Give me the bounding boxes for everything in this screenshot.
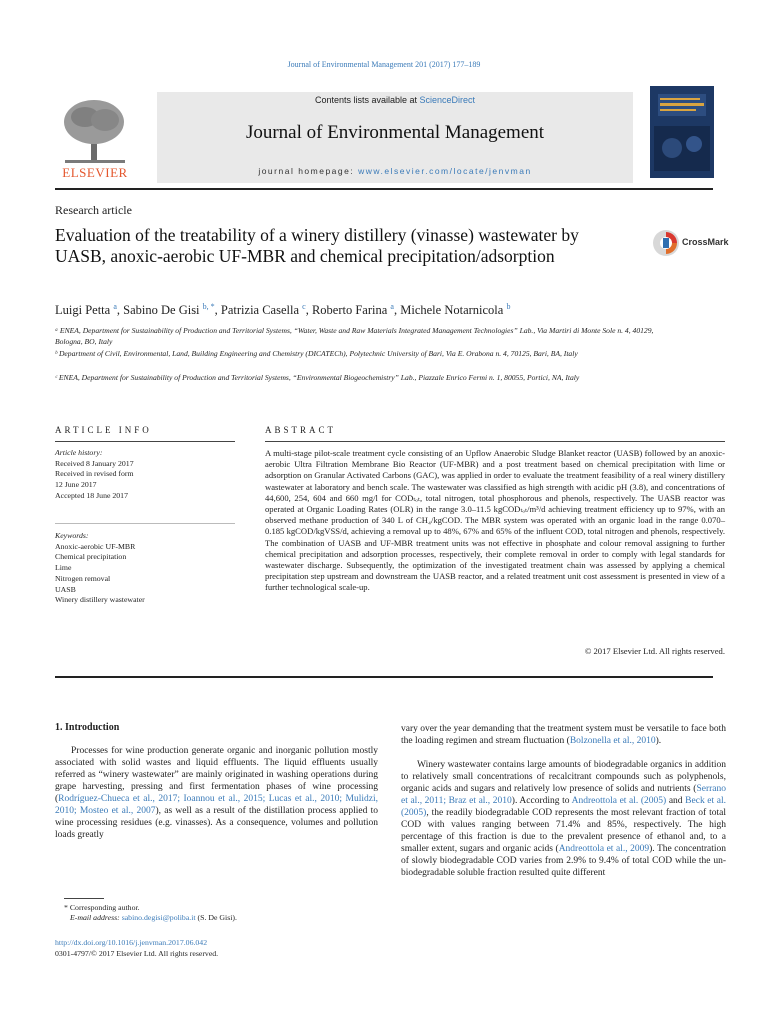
crossmark-label: CrossMark (682, 237, 729, 247)
citation-link[interactable]: Rodríguez-Chueca et al., 2017; Ioannou et al., 2015; Lucas et al., 2010; Mulidzi, 2010; Mosteo et al., 2007 (55, 794, 378, 816)
homepage-link[interactable]: www.elsevier.com/locate/jenvman (358, 166, 532, 176)
article-type: Research article (55, 203, 132, 217)
author-name[interactable]: Michele Notarnicola (400, 303, 504, 318)
citation-link[interactable]: Bolzonella et al., 2010 (569, 736, 656, 746)
email-line: E-mail address: sabino.degisi@poliba.it (S. De Gisi). (70, 913, 237, 922)
abstract-heading: ABSTRACT (265, 425, 337, 435)
email-link[interactable]: sabino.degisi@poliba.it (121, 913, 196, 922)
journal-cover-image (650, 86, 714, 178)
article-info-divider (55, 523, 235, 524)
elsevier-logo (55, 92, 135, 182)
corresponding-author: * Corresponding author. (64, 903, 140, 912)
journal-banner (157, 92, 633, 183)
author-list: Luigi Petta $^a$, Sabino De Gisi $^{b, *}$, Patrizia Casella $^c$, Roberto Farina $^a$, Michele Notarnicola $^b$ (55, 302, 511, 318)
intro-paragraph: Winery wastewater contains large amounts of biodegradable organics in addition to relatively small concentrations of recalcitrant compounds such as polyphenols, organic acids and sugars and relatively low presence of solids and nutrients (Serrano et al., 2011; Braz et al., 2010). According to Andreottola et al. (2005) and Beck et al. (2005), the readily biodegradable COD represents the most relevant fraction of total COD with values ranging between 71.4% and 85%, respectively. The high percentage of this fraction is due to the prevalent presence of ethanol and, to a smaller extent, sugars and organic acids (Andreottola et al., 2009). The concentration of slowly biodegradable COD varies from 2.9% to 9.4% of total COD while the un-biodegradable soluble fraction resulted quite different (401, 760, 726, 878)
citation-link[interactable]: Beck et al. (2005) (401, 796, 726, 818)
journal-title: Journal of Environmental Management (245, 122, 545, 143)
keyword: UASB (55, 584, 76, 594)
article-info-rule (55, 441, 235, 442)
author-name[interactable]: Roberto Farina (311, 303, 388, 318)
crossmark-icon (652, 229, 680, 257)
intro-paragraph: vary over the year demanding that the treatment system must be versatile to face both the loading regimen and stream fluctuation (Bolzonella et al., 2010). (401, 724, 726, 746)
issn-line: 0301-4797/© 2017 Elsevier Ltd. All rights reserved. (55, 948, 219, 958)
publisher-name: ELSEVIER (62, 165, 128, 180)
keyword: Anoxic-aerobic UF-MBR (55, 541, 136, 551)
keyword: Lime (55, 563, 72, 573)
citation-link[interactable]: Andreottola et al. (2005) (571, 796, 667, 806)
affiliation: ᶜ ENEA, Department for Sustainability of Production and Territorial Systems, “Environmental Biogeochemistry” Lab., Piazzale Enrico Fermi n. 1, 80055, Portici, NA, Italy (55, 373, 580, 382)
sciencedirect-link[interactable]: ScienceDirect (419, 95, 476, 105)
author-name[interactable]: Sabino De Gisi (123, 303, 200, 318)
abstract-text: A multi-stage pilot-scale treatment cycle consisting of an Upflow Anaerobic Sludge Blanket reactor (UASB) followed by an anoxic-aerobic Ultra Filtration Membrane Bio Reactor (UF-MBR) and a post treatment based on chemical precipitation with lime or adsorption on Granular Activated Carbons (GAC), was applied in order to evaluate the treatment feasibility of a real winery distillery wastewater at laboratory and bench scale. The wastewater was classified as high strength with acidic pH (3.8), and concentrations of 44,600, 254, 604 and 660 mg/l for CODₜₒₜ, total nitrogen, total phosphorous and phenols, respectively. The UASB reactor was operated at Organic Loading Rates (OLR) in the range 3.0–11.5 kgCODₜₒₜ/m³/d achieving treatment efficiency up to 97%, with an observed methane production of 340 L of CH₄/kgCOD. The MBR system was operated with an organic load in the range 0.070–0.185 kgCOD/kgVSS/d, achieving a removal up to 48%, 67% and 65% of the influent COD, total nitrogen and phenols, respectively. The combination of UASB and UF-MBR treatment units was not effective in phosphate and colour removal assigning to further chemical precipitation and adsorption processes, respectively, their complete removal in order to comply with legal standards for wastewater discharge. Subsequently, the optimization of the investigated treatment chain was assessed by applying a chemical precipitation step upstream and downstream the UASB reactor, and a related treatment unit cost assessment is presented in view of a further technological scale-up. (265, 448, 725, 593)
journal-reference[interactable]: Journal of Environmental Management 201 (2017) 177–189 (287, 60, 481, 69)
affiliation: ᵇ Department of Civil, Environmental, Land, Building Engineering and Chemistry (DICATECh), Polytechnic University of Bari, Via E. Orabona n. 4, 70125, Bari, BA, Italy (55, 349, 578, 358)
article-title: Evaluation of the treatability of a winery distillery (vinasse) wastewater by UASB, anoxic-aerobic UF-MBR and chemical precipitation/adsorption (55, 225, 579, 266)
article-info-heading: ARTICLE INFO (55, 425, 152, 435)
abstract-rule (265, 441, 725, 442)
author-name[interactable]: Patrizia Casella (220, 303, 300, 318)
header-rule (55, 188, 713, 190)
doi-block (55, 938, 218, 959)
article-history: Article history: Received 8 January 2017 Received in revised form 12 June 2017 Accepted 18 June 2017 (55, 448, 134, 500)
keyword: Nitrogen removal (55, 573, 111, 583)
keyword: Chemical precipitation (55, 552, 127, 562)
affiliation: ᵃ ENEA, Department for Sustainability of Production and Territorial Systems, “Water, Waste and Raw Materials Integrated Management Technologies” Lab., Via Martiri di Monte Sole n. 4, 40129, Bologna, BO, Italy (55, 326, 654, 346)
journal-homepage: journal homepage: www.elsevier.com/locate/jenvman (258, 166, 532, 176)
footnote-rule (64, 898, 104, 899)
citation-link[interactable]: Andreottola et al., 2009 (558, 844, 650, 854)
section-heading: 1. Introduction (55, 722, 120, 733)
abstract-end-rule (55, 676, 713, 678)
author-name[interactable]: Luigi Petta (55, 303, 111, 318)
contents-available: Contents lists available at ScienceDirect (314, 95, 476, 105)
intro-paragraph: Processes for wine production generate organic and inorganic pollution mostly associated with solid wastes and liquid effluents. The liquid effluents usually referred as “winery wastewater” are mainly originated in washing operations during grape harvesting, pressing and first fermentation phases of wine processing (Rodríguez-Chueca et al., 2017; Ioannou et al., 2015; Lucas et al., 2010; Mulidzi, 2010; Mosteo et al., 2007), as well as a result of the distillation process applied to wine processing residues (e.g. vinasses). As a consequence, volumes and pollution loads greatly (55, 746, 378, 840)
keywords: Keywords: Anoxic-aerobic UF-MBR Chemical precipitation Lime Nitrogen removal UASB Winery distillery wastewater (55, 531, 235, 606)
citation-link[interactable]: Serrano et al., 2011; Braz et al., 2010 (401, 784, 726, 806)
copyright: © 2017 Elsevier Ltd. All rights reserved. (584, 646, 725, 656)
doi-link[interactable]: http://dx.doi.org/10.1016/j.jenvman.2017.06.042 (55, 938, 208, 947)
keyword: Winery distillery wastewater (55, 595, 145, 605)
crossmark-button[interactable] (652, 229, 729, 261)
